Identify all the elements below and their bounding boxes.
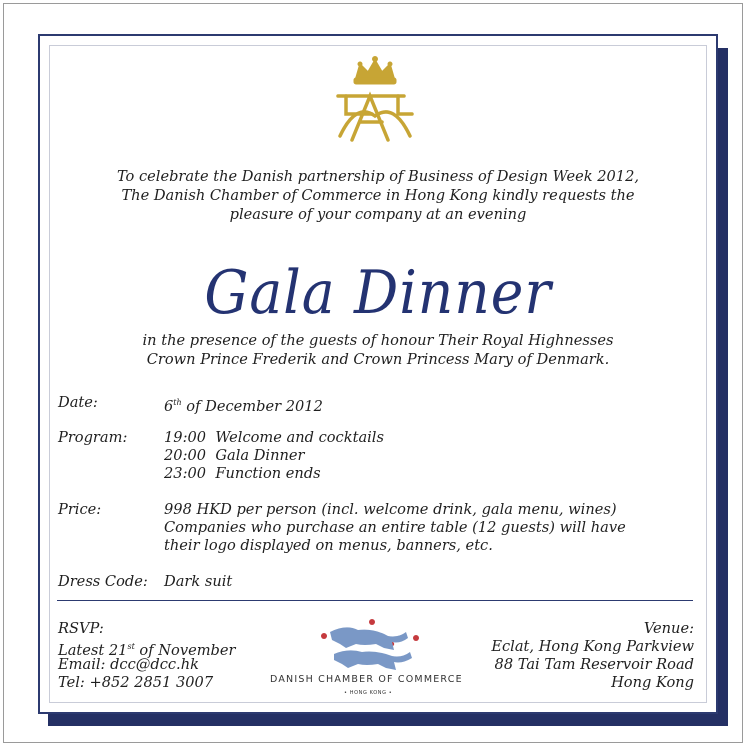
intro-line-3: pleasure of your company at an evening — [229, 206, 527, 223]
divider-line — [57, 600, 693, 601]
chamber-name: DANISH CHAMBER OF COMMERCE — [270, 674, 463, 685]
rsvp-email: Email: dcc@dcc.hk — [58, 656, 199, 673]
date-value — [164, 394, 323, 416]
date-suffix: th — [173, 398, 182, 407]
program-label: Program: — [58, 429, 128, 446]
event-title: Gala Dinner — [204, 258, 552, 328]
rsvp-label: RSVP: — [58, 620, 104, 637]
date-label: Date: — [58, 394, 98, 411]
date-rest: of December 2012 — [181, 397, 323, 415]
venue-line-2: 88 Tai Tam Reservoir Road — [494, 656, 694, 673]
price-line: Companies who purchase an entire table (12 guests) will have — [164, 519, 626, 536]
program-item: 23:00 Function ends — [164, 465, 321, 482]
intro-line-1: To celebrate the Danish partnership of Business of Design Week 2012, — [116, 168, 640, 185]
program-item: 20:00 Gala Dinner — [164, 447, 305, 464]
guests-line-1: in the presence of the guests of honour Their Royal Highnesses — [142, 332, 614, 349]
chamber-location: • HONG KONG • — [344, 690, 393, 696]
price-label: Price: — [58, 501, 102, 518]
venue-label: Venue: — [643, 620, 694, 637]
rsvp-phone: Tel: +852 2851 3007 — [58, 674, 214, 691]
price-line: 998 HKD per person (incl. welcome drink, gala menu, wines) — [164, 501, 617, 518]
rsvp-deadline-suffix: st — [127, 642, 135, 651]
invitation-card — [38, 34, 718, 714]
price-line: their logo displayed on menus, banners, etc. — [164, 537, 493, 554]
date-day: 6 — [164, 397, 174, 415]
venue-line-1: Eclat, Hong Kong Parkview — [491, 638, 694, 655]
venue-line-3: Hong Kong — [611, 674, 694, 691]
royal-monogram-icon — [332, 56, 418, 152]
program-item: 19:00 Welcome and cocktails — [164, 429, 384, 446]
chamber-lions-logo-icon — [316, 616, 426, 672]
intro-line-2: The Danish Chamber of Commerce in Hong Kong kindly requests the — [121, 187, 635, 204]
rsvp-deadline-post: of November — [134, 641, 236, 659]
dress-code-value: Dark suit — [164, 573, 233, 590]
dress-code-label: Dress Code: — [58, 573, 148, 590]
guests-line-2: Crown Prince Frederik and Crown Princess Mary of Denmark. — [146, 351, 610, 368]
rsvp-deadline-pre: Latest 21 — [58, 641, 128, 659]
